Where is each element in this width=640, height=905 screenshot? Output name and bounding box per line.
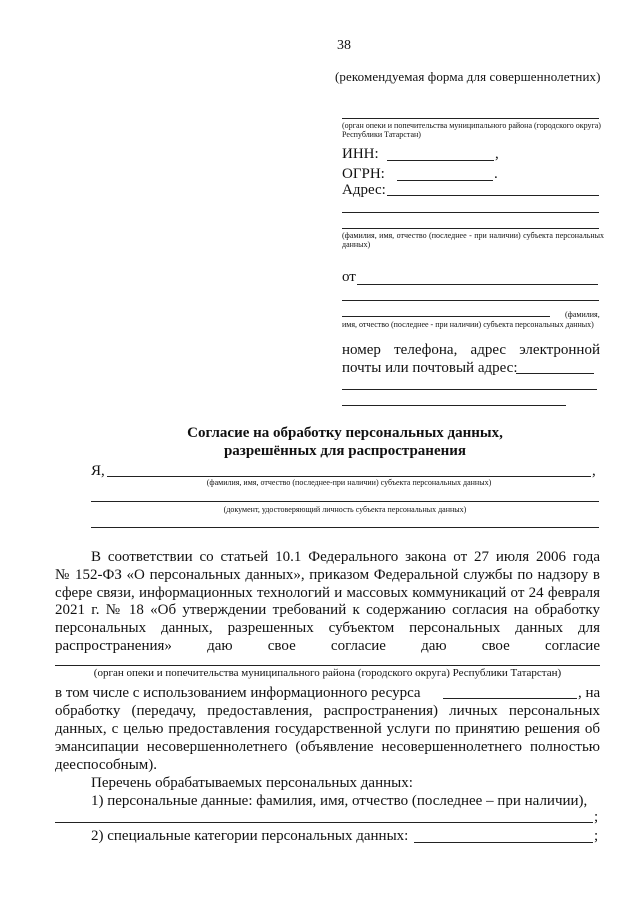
- fio-line[interactable]: [342, 228, 599, 229]
- item1-field[interactable]: [55, 822, 593, 823]
- list-item-2: 2) специальные категории персональных данных:: [91, 828, 409, 844]
- body-p2-last: дееспособным).: [55, 757, 158, 773]
- i-label: Я,: [91, 463, 105, 479]
- body-p1-line-1: В соответствии со статьей 10.1 Федерального закона от 27 июля 2006 года: [91, 549, 600, 565]
- contact-line-1: номер телефона, адрес электронной: [342, 342, 600, 358]
- item2-field[interactable]: [414, 842, 593, 843]
- list-item-1: 1) персональные данные: фамилия, имя, отчество (последнее – при наличии),: [91, 793, 588, 809]
- contact-field[interactable]: [516, 373, 594, 374]
- subject-fio-field[interactable]: [107, 476, 591, 477]
- from-field-3[interactable]: [342, 316, 550, 317]
- body-p1-line-6: распространения» даю свое согласие даю свое согласие: [55, 638, 600, 654]
- authority-caption: (орган опеки и попечительства муниципального района (городского округа) Республики Татарстан): [342, 121, 601, 139]
- body-authority-caption: (орган опеки и попечительства муниципального района (городского округа) Республики Татарстан): [93, 667, 562, 679]
- body-p2-line-4: эмансипации несовершеннолетнего (объявление несовершеннолетнего полностью: [55, 739, 600, 755]
- list-item-2-end: ;: [594, 828, 599, 844]
- body-p2-line-1-end: , на: [578, 685, 601, 701]
- i-suffix: ,: [592, 463, 596, 479]
- list-item-1-end: ;: [594, 809, 599, 825]
- authority-field[interactable]: [55, 665, 600, 666]
- address-label: Адрес:: [342, 182, 386, 198]
- address-field[interactable]: [387, 195, 599, 196]
- body-p2-line-3: данных, с целью предоставления государственной услуги по принятию решения об: [55, 721, 600, 737]
- title-line-1: Согласие на обработку персональных данных,: [187, 425, 503, 441]
- ogrn-label: ОГРН:: [342, 166, 385, 182]
- body-p1-line-4: 2021 г. № 18 «Об утверждении требований к содержанию согласия на обработку: [55, 602, 600, 618]
- inn-field[interactable]: [387, 160, 494, 161]
- subject-doc-field[interactable]: [91, 501, 599, 502]
- body-p2-line-1-start: в том числе с использованием информационного ресурса: [55, 685, 421, 701]
- subject-fio-caption: (фамилия, имя, отчество (последнее-при наличии) субъекта персональных данных): [206, 478, 492, 487]
- page-number: 38: [337, 38, 351, 53]
- from-field-2[interactable]: [342, 300, 599, 301]
- contact-field-3[interactable]: [342, 405, 566, 406]
- address-field-2[interactable]: [342, 212, 599, 213]
- from-caption-2: имя, отчество (последнее - при наличии) субъекта персональных данных): [342, 320, 594, 329]
- from-caption-1: (фамилия,: [565, 310, 600, 319]
- form-note: (рекомендуемая форма для совершеннолетних): [335, 69, 601, 84]
- authority-line: [342, 118, 599, 119]
- contact-line-2: почты или почтовый адрес:: [342, 360, 518, 376]
- contact-field-2[interactable]: [342, 389, 597, 390]
- from-field[interactable]: [357, 284, 598, 285]
- list-title: Перечень обрабатываемых персональных данных:: [91, 775, 413, 791]
- inn-suffix: ,: [495, 146, 499, 162]
- body-p1-line-3: сфере связи, информационных технологий и массовых коммуникаций от 24 февраля: [55, 585, 600, 601]
- body-p2-line-2: обработку (передачу, предоставления, распространения) личных персональных: [55, 703, 600, 719]
- subject-doc-field-2[interactable]: [91, 527, 599, 528]
- info-resource-field[interactable]: [443, 698, 577, 699]
- body-p1-line-5: персональных данных, разрешенных субъектом персональных данных для: [55, 620, 600, 636]
- ogrn-suffix: .: [494, 166, 498, 182]
- body-p1-line-2: № 152-ФЗ «О персональных данных», приказом Федеральной службы по надзору в: [55, 567, 600, 583]
- subject-doc-caption: (документ, удостоверяющий личность субъекта персональных данных): [223, 505, 467, 514]
- inn-label: ИНН:: [342, 146, 379, 162]
- fio-caption: (фамилия, имя, отчество (последнее - при наличии) субъекта персональных данных): [342, 231, 604, 249]
- from-label: от: [342, 269, 356, 285]
- ogrn-field[interactable]: [397, 180, 493, 181]
- title-line-2: разрешённых для распространения: [223, 443, 467, 459]
